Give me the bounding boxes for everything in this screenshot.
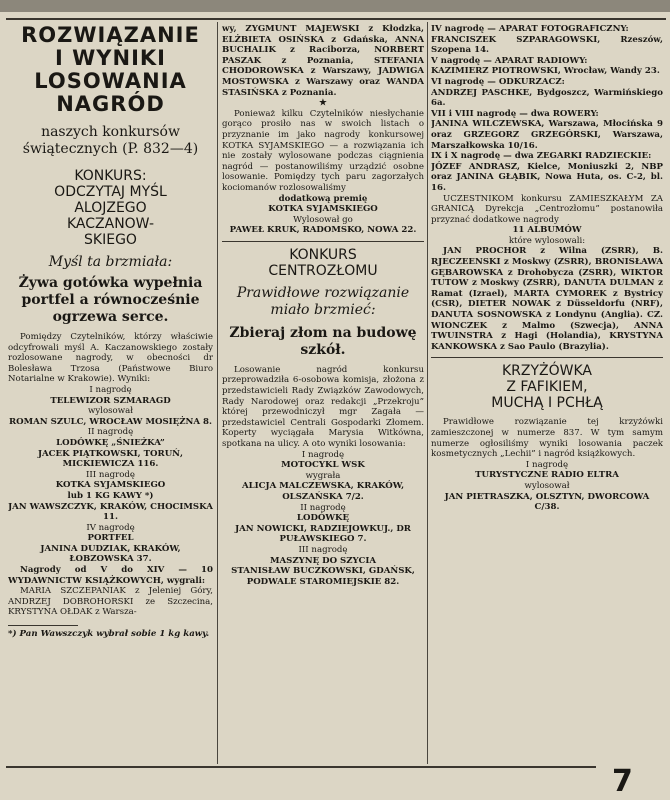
- crossword-title: [431, 363, 663, 411]
- prize-item: MASZYNĘ DO SZYCIA: [269, 555, 377, 566]
- footnote-rule: [8, 625, 78, 626]
- column-divider-2: [427, 22, 428, 764]
- prize-label: II nagrodę: [87, 427, 134, 438]
- draw-paragraph: Losowanie nagród konkursu przeprowadziła 6-osobowa komisja, złożona z przedstawicieli Rady Związków Zawodowych, Rady Narodowej oraz redakcji „Przekroju” której przewodniczył mgr Zagała — przedstawiciel Centrali Gospodarki Złomem. Koperty wyciągała Marysia Witkówna, spotkana na ulicy. A oto wyniki losowania:: [222, 364, 424, 450]
- intro-text: Pomiędzy Czytelników, którzy właściwie odcyfrowali myśl A. Kaczanowskiego zostały rozlosowane nagrody, w obecności dr Bolesława Trzosa (Państwowe Biuro Notarialne w Krakowie). Wyniki:: [8, 332, 213, 385]
- crossword-title-line: Z FAFIKIEM,: [506, 379, 588, 396]
- prize-winner: JAN NOWICKI, RADZIEJOWKUJ., DR PUŁAWSKIEGO 7.: [235, 523, 411, 545]
- prize-winner: ANDRZEJ PASCHKE, Bydgoszcz, Warmińskiego 6a.: [431, 87, 663, 109]
- prize-intro: Nagrody od V do XIV — 10 WYDAWNICTW KSIĄŻKOWYCH, wygrali:: [8, 565, 213, 586]
- prize-winner: STANISŁAW BUCZKOWSKI, GDAŃSK, PODWALE STAROMIEJSKIE 82.: [231, 566, 415, 587]
- albums-line: 11 ALBUMÓW: [512, 225, 582, 236]
- prize-line: VI nagrodę — ODKURZACZ:: [431, 76, 565, 87]
- crossword-title-line: KRZYŻÓWKA: [501, 363, 592, 380]
- column-1: [8, 24, 213, 640]
- thought-text: Żywa gotówka wypełnia portfel a równocześnie ogrzewa serce.: [18, 275, 203, 325]
- prize-line: IX i X nagrodę — dwa ZEGARKI RADZIECKIE:: [431, 151, 652, 162]
- headline-line: ROZWIĄZANIE: [21, 24, 200, 47]
- bonus-prize-label: dodatkową premię: [278, 193, 368, 204]
- winners-continuation: wy, ZYGMUNT MAJEWSKI z Kłodzka, ELŻBIETA OSIŃSKA z Gdańska, ANNA BUCHALIK z Raciborza, NORBERT PASZAK z Poznania, STEFANIA CHODOROWSKA z Warszawy, JADWIGA MOSTOWSKA z Warszawy oraz WANDA STASIŃSKA z Poznania.: [222, 24, 424, 98]
- section-rule: [222, 241, 424, 242]
- section-rule: [431, 357, 663, 358]
- prize-won: wygrała: [305, 470, 341, 481]
- prize-line: IV nagrodę — APARAT FOTOGRAFICZNY:: [431, 24, 629, 34]
- top-scan-band: [0, 0, 670, 12]
- prize-item: TURYSTYCZNE RADIO ELTRA: [475, 470, 619, 481]
- column-3: [431, 24, 663, 513]
- contest-title-line: ODCZYTAJ MYŚL: [54, 184, 167, 200]
- bonus-won: Wylosował go: [293, 214, 353, 225]
- prize-winner: JACEK PIĄTKOWSKI, TORUŃ, MICKIEWICZA 116.: [37, 448, 184, 470]
- contest-title-line: KONKURS: [289, 246, 357, 263]
- prize-item: MOTOCYKL WSK: [281, 460, 365, 471]
- prize-line: VII i VIII nagrodę — dwa ROWERY:: [431, 108, 599, 119]
- prize-label: II nagrodę: [300, 502, 346, 513]
- prize-winners-list: JÓZEF ANDRASZ, Kielce, Moniuszki 2, NBP oraz JANINA GŁĄBIK, Nowa Huta, os. C-2, bl. 16.: [431, 161, 663, 193]
- answer-text: Zbieraj złom na budowę szkół.: [229, 324, 417, 358]
- page-number: 7: [612, 764, 633, 799]
- prize-label: III nagrodę: [86, 469, 135, 480]
- cat-paragraph: Ponieważ kilku Czytelników niesłychanie gorąco prosiło nas w swoich listach o przyznanie im jako nagrody konkursowej KOTKA SYJAMSKIEGO — a rozwiązania ich nie zostały wylosowane podczas ciągnienia nagród — postanowiliśmy urządzić osobne losowanie. Pomiędzy tych paru zagorzałych kociomanów rozlosowaliśmy: [222, 108, 424, 193]
- thought-label: Myśl ta brzmiała:: [48, 254, 173, 270]
- prize-winner: JANINA DUDZIAK, KRAKÓW, ŁOBZOWSKA 37.: [40, 543, 181, 565]
- contest-title-line: KACZANOW-: [66, 216, 155, 232]
- abroad-paragraph: UCZESTNIKOM konkursu ZAMIESZKAŁYM ZA GRANICĄ Dyrekcja „Centrozłomu” postanowiła przyznać dodatkowe nagrody: [431, 193, 663, 225]
- prize-line: V nagrodę — APARAT RADIOWY:: [431, 55, 588, 66]
- prize-item: LODÓWKĘ: [296, 513, 350, 524]
- column-divider-1: [217, 22, 218, 764]
- bonus-winner: PAWEŁ KRUK, RADOMSKO, NOWA 22.: [229, 225, 417, 236]
- top-rule: [6, 18, 666, 20]
- subheadline: naszych konkursów świątecznych (P. 832—4): [22, 124, 199, 157]
- prize-winners-list: MARIA SZCZEPANIAK z Jeleniej Góry, ANDRZEJ DOBROHORSKI ze Szczecina, KRYSTYNA OŁDAK z Warsza-: [8, 586, 213, 618]
- contest-title: [8, 168, 213, 248]
- prize-winner: FRANCISZEK SZPARAGOWSKI, Rzeszów, Szopena 14.: [431, 34, 663, 56]
- headline-line: I WYNIKI: [55, 46, 166, 70]
- main-headline: [8, 24, 213, 116]
- prize-winner: JAN PIETRASZKA, OLSZTYN, DWORCOWA C/38.: [444, 491, 650, 513]
- prize-item: PORTFEL: [87, 533, 134, 544]
- prize-alt: lub 1 KG KAWY *): [67, 490, 154, 501]
- albums-winners: JAN PROCHOR z Wilna (ZSRR), B. RJECZEENSKI z Moskwy (ZSRR), BRONISŁAWA GĘBAROWSKA z Drohobycza (ZSRR), WIKTOR TUTOW z Moskwy (ZSRR), DANUTA DULMAN z Ramat (Izrael), MARTA CYMOREK z Bystricy (CSR), DIETER NOWAK z Düsseldorfu (NRF), DANUTA SOSNOWSKA z Londynu (Anglia). CZ. WIONCZEK z Malmo (Szwecja), ANNA TWUINSTRA z Hagi (Holandia), KRYSTYNA KANKOWSKA z Sao Paulo (Brazylia).: [431, 246, 663, 352]
- prize-label: III nagrodę: [298, 544, 348, 555]
- prize-label: I nagrodę: [525, 459, 569, 470]
- contest-title-line: SKIEGO: [84, 232, 137, 248]
- headline-line: NAGRÓD: [56, 92, 165, 116]
- prize-winner: ROMAN SZULC, WROCŁAW MOSIĘŻNA 8.: [9, 416, 212, 427]
- bonus-prize-item: KOTKA SYJAMSKIEGO: [268, 204, 378, 215]
- prize-item: LODÓWKĘ „ŚNIEŻKA”: [56, 437, 165, 448]
- prize-winners-list: JANINA WILCZEWSKA, Warszawa, Młocińska 9 oraz GRZEGORZ GRZEGÓRSKI, Warszawa, Marszałkowska 10/16.: [431, 119, 663, 151]
- column-2: [222, 24, 424, 587]
- prize-won: wylosował: [88, 406, 133, 417]
- headline-line: LOSOWANIA: [34, 69, 187, 93]
- albums-won: które wylosowali:: [508, 235, 586, 246]
- crossword-title-line: MUCHĄ I PCHŁĄ: [491, 395, 603, 412]
- prize-label: I nagrodę: [89, 384, 132, 395]
- contest-title-line: CENTROZŁOMU: [268, 262, 378, 279]
- bottom-rule: [6, 766, 596, 768]
- prize-label: IV nagrodę: [86, 522, 135, 533]
- star-separator: ★: [319, 98, 327, 109]
- answer-label: Prawidłowe rozwiązanie miało brzmieć:: [236, 284, 410, 318]
- prize-winner: ALICJA MALCZEWSKA, KRAKÓW, OLSZAŃSKA 7/2.: [241, 481, 405, 502]
- prize-winner: KAZIMIERZ PIOTROWSKI, Wrocław, Wandy 23.: [431, 66, 660, 77]
- prize-label: I nagrodę: [301, 449, 345, 460]
- prize-item: TELEWIZOR SZMARAGD: [50, 395, 171, 406]
- prize-won: wylosował: [524, 480, 570, 491]
- contest-title: [222, 247, 424, 279]
- prize-winner: JAN WAWSZCZYK, KRAKÓW, CHOCIMSKA 11.: [8, 501, 213, 523]
- contest-title-line: ALOJZEGO: [74, 200, 147, 216]
- prize-item: KOTKA SYJAMSKIEGO: [55, 480, 166, 491]
- crossword-paragraph: Prawidłowe rozwiązanie tej krzyżówki zamieszczonej w numerze 837. W tym samym numerze ogłosiliśmy wyniki losowania paczek kosmetycznych „Lechii” i nagród książkowych.: [431, 417, 663, 460]
- contest-title-line: KONKURS:: [74, 168, 147, 184]
- footnote: *) Pan Wawszczyk wybrał sobie 1 kg kawy.: [8, 629, 210, 640]
